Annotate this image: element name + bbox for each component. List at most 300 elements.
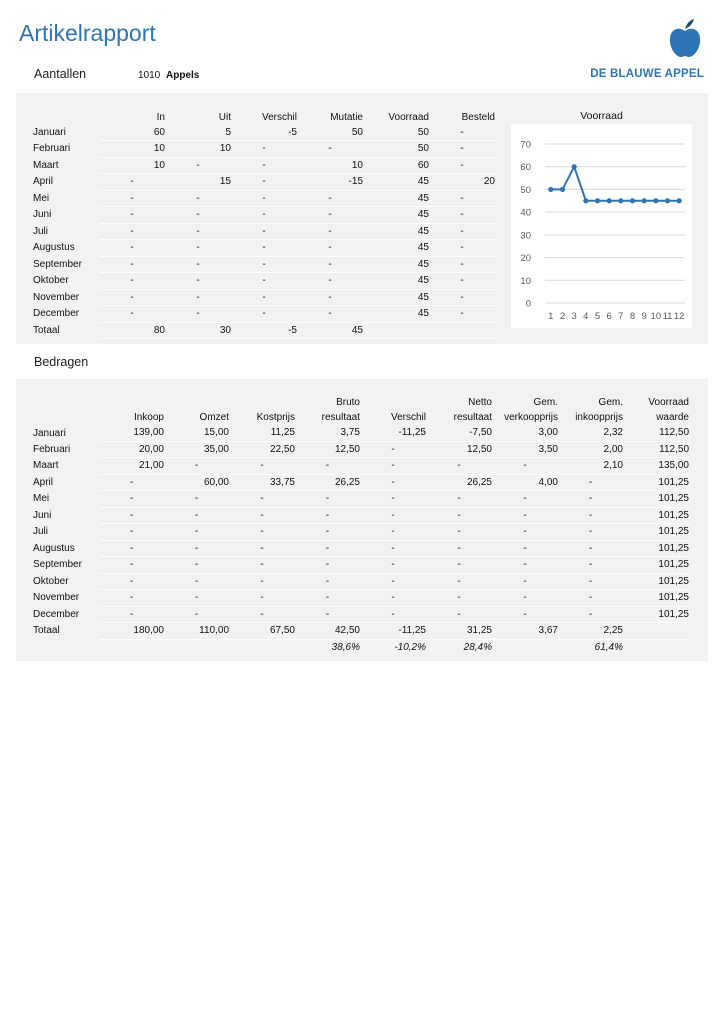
table-cell: -5 bbox=[231, 125, 297, 141]
table-row bbox=[33, 557, 689, 574]
column-header bbox=[229, 395, 295, 425]
table-cell: - bbox=[295, 524, 360, 541]
table-cell: 60 bbox=[363, 157, 429, 174]
table-cell: - bbox=[492, 540, 558, 557]
series-line bbox=[551, 167, 679, 201]
month-label: September bbox=[33, 258, 82, 270]
month-label: Juni bbox=[33, 509, 52, 521]
table-cell: - bbox=[231, 207, 297, 224]
table-cell: - bbox=[164, 491, 229, 508]
table-cell: 45 bbox=[363, 223, 429, 240]
article-code: 1010 bbox=[138, 70, 161, 81]
table-cell: 33,75 bbox=[229, 474, 295, 491]
table-cell: - bbox=[426, 573, 492, 590]
column-header-line2: Verschil bbox=[390, 412, 426, 423]
total-cell: -5 bbox=[231, 322, 297, 339]
table-cell: 12,50 bbox=[295, 441, 360, 458]
stock-chart bbox=[511, 124, 692, 328]
article-name: Appels bbox=[166, 70, 200, 81]
total-cell bbox=[363, 322, 429, 339]
percentage-cell bbox=[229, 639, 295, 655]
table-cell: - bbox=[164, 507, 229, 524]
table-row bbox=[33, 141, 495, 158]
table-row bbox=[33, 507, 689, 524]
table-cell: - bbox=[295, 606, 360, 623]
table-row bbox=[33, 540, 689, 557]
data-point bbox=[595, 198, 600, 203]
month-label: Februari bbox=[33, 143, 71, 155]
table-row bbox=[33, 256, 495, 273]
table-cell: - bbox=[558, 590, 623, 607]
table-cell: - bbox=[99, 190, 165, 207]
y-tick-label: 30 bbox=[520, 230, 531, 242]
column-header-line2: inkoopprijs bbox=[575, 412, 623, 423]
table-cell: 10 bbox=[297, 157, 363, 174]
column-header-line2: resultaat bbox=[453, 412, 492, 423]
table-cell: - bbox=[297, 240, 363, 257]
table-cell: - bbox=[165, 157, 231, 174]
column-header-line2: verkoopprijs bbox=[504, 412, 558, 423]
table-cell: - bbox=[426, 540, 492, 557]
table-cell: - bbox=[429, 223, 495, 240]
table-cell: - bbox=[360, 557, 426, 574]
data-point bbox=[677, 198, 682, 203]
table-cell: - bbox=[229, 524, 295, 541]
table-cell: 12,50 bbox=[426, 441, 492, 458]
month-label: November bbox=[33, 291, 80, 303]
table-cell: - bbox=[229, 590, 295, 607]
table-cell: - bbox=[297, 207, 363, 224]
table-row bbox=[33, 223, 495, 240]
table-row bbox=[33, 207, 495, 224]
table-cell: - bbox=[231, 190, 297, 207]
table-cell: - bbox=[426, 491, 492, 508]
table-cell: - bbox=[99, 240, 165, 257]
table-cell: 101,25 bbox=[623, 540, 689, 557]
month-label: Juni bbox=[33, 209, 52, 221]
column-header-line1: Bruto bbox=[336, 397, 360, 408]
percentage-cell: 38,6% bbox=[331, 641, 360, 653]
table-cell: - bbox=[99, 491, 164, 508]
table-cell: 45 bbox=[363, 190, 429, 207]
table-cell: - bbox=[426, 507, 492, 524]
month-label: Mei bbox=[33, 192, 50, 204]
month-label: December bbox=[33, 608, 80, 620]
table-cell: 45 bbox=[363, 174, 429, 191]
table-cell: - bbox=[229, 606, 295, 623]
column-header bbox=[623, 395, 689, 425]
table-cell: - bbox=[165, 223, 231, 240]
table-cell: 135,00 bbox=[623, 458, 689, 475]
total-cell: 67,50 bbox=[229, 623, 295, 640]
data-point bbox=[548, 187, 553, 192]
table-cell: - bbox=[558, 524, 623, 541]
table-cell: - bbox=[295, 557, 360, 574]
column-header-line1: Gem. bbox=[533, 397, 558, 408]
table-row bbox=[33, 157, 495, 174]
total-cell: 2,25 bbox=[558, 623, 623, 640]
table-cell: - bbox=[99, 524, 164, 541]
table-cell: 45 bbox=[363, 240, 429, 257]
quantities-table bbox=[33, 109, 495, 339]
x-tick-label: 5 bbox=[594, 311, 601, 322]
column-header-line1 bbox=[164, 395, 229, 410]
table-cell: - bbox=[231, 141, 297, 158]
column-header bbox=[426, 395, 492, 425]
table-cell: - bbox=[360, 474, 426, 491]
x-tick-label: 1 bbox=[548, 311, 554, 322]
column-header bbox=[99, 395, 164, 425]
table-cell: - bbox=[231, 240, 297, 257]
table-row bbox=[33, 573, 689, 590]
table-cell: - bbox=[492, 458, 558, 475]
y-tick-label: 70 bbox=[520, 139, 531, 151]
table-cell: 3,75 bbox=[295, 425, 360, 441]
table-cell: - bbox=[99, 557, 164, 574]
table-cell: - bbox=[360, 590, 426, 607]
table-cell: - bbox=[429, 256, 495, 273]
table-cell: - bbox=[231, 256, 297, 273]
table-cell: - bbox=[99, 540, 164, 557]
total-cell: 42,50 bbox=[295, 623, 360, 640]
table-cell: - bbox=[558, 540, 623, 557]
x-tick-label: 12 bbox=[673, 311, 685, 322]
total-cell bbox=[429, 322, 495, 339]
month-label: April bbox=[33, 176, 54, 188]
table-cell: - bbox=[229, 557, 295, 574]
table-cell: - bbox=[99, 474, 164, 491]
table-row bbox=[33, 125, 495, 141]
table-cell: - bbox=[165, 273, 231, 290]
apple-icon bbox=[668, 18, 702, 58]
table-cell: - bbox=[297, 141, 363, 158]
stock-chart-svg bbox=[511, 124, 692, 328]
table-cell: - bbox=[99, 273, 165, 290]
table-cell: - bbox=[429, 125, 495, 141]
table-cell: - bbox=[429, 207, 495, 224]
data-point bbox=[630, 198, 635, 203]
table-cell: 101,25 bbox=[623, 606, 689, 623]
total-label: Totaal bbox=[33, 324, 60, 336]
table-cell: - bbox=[429, 306, 495, 323]
table-cell: - bbox=[295, 590, 360, 607]
month-label: Augustus bbox=[33, 242, 75, 254]
table-row bbox=[33, 240, 495, 257]
table-cell: 101,25 bbox=[623, 491, 689, 508]
column-header: Mutatie bbox=[330, 111, 363, 123]
table-cell: 3,00 bbox=[492, 425, 558, 441]
table-cell: - bbox=[558, 573, 623, 590]
table-cell: - bbox=[295, 507, 360, 524]
percentage-cell: -10,2% bbox=[394, 641, 426, 653]
table-cell: - bbox=[231, 157, 297, 174]
column-header-line1 bbox=[360, 395, 426, 410]
total-cell bbox=[623, 623, 689, 640]
column-header: In bbox=[156, 111, 165, 123]
table-cell: - bbox=[426, 606, 492, 623]
table-cell: 10 bbox=[165, 141, 231, 158]
data-point bbox=[560, 187, 565, 192]
table-cell: - bbox=[229, 540, 295, 557]
table-cell: - bbox=[558, 474, 623, 491]
column-header: Voorraad bbox=[388, 111, 429, 123]
page-title: Artikelrapport bbox=[19, 20, 156, 46]
table-row bbox=[33, 590, 689, 607]
x-tick-label: 11 bbox=[662, 311, 673, 322]
table-cell: 10 bbox=[99, 141, 165, 158]
column-header-line2: waarde bbox=[656, 412, 689, 423]
table-cell: - bbox=[99, 306, 165, 323]
table-cell: 3,50 bbox=[492, 441, 558, 458]
amounts-table bbox=[33, 395, 689, 655]
month-label: Januari bbox=[33, 427, 66, 439]
table-cell: - bbox=[492, 491, 558, 508]
table-cell: - bbox=[429, 273, 495, 290]
total-cell: -11,25 bbox=[360, 623, 426, 640]
y-tick-label: 20 bbox=[520, 253, 531, 265]
column-header bbox=[295, 395, 360, 425]
table-cell: - bbox=[558, 557, 623, 574]
table-cell: - bbox=[558, 507, 623, 524]
table-cell: - bbox=[231, 306, 297, 323]
table-cell: - bbox=[99, 606, 164, 623]
table-row bbox=[33, 190, 495, 207]
table-cell: 112,50 bbox=[623, 441, 689, 458]
table-cell: - bbox=[360, 524, 426, 541]
month-label: Oktober bbox=[33, 575, 69, 587]
table-row bbox=[33, 441, 689, 458]
data-point bbox=[572, 164, 577, 169]
table-cell: - bbox=[165, 207, 231, 224]
y-tick-label: 0 bbox=[525, 298, 531, 310]
table-cell: - bbox=[360, 606, 426, 623]
month-label: Maart bbox=[33, 159, 59, 171]
table-cell: 5 bbox=[165, 125, 231, 141]
column-header-line1: Gem. bbox=[598, 397, 623, 408]
table-cell: 101,25 bbox=[623, 557, 689, 574]
table-cell: - bbox=[492, 557, 558, 574]
month-label: Maart bbox=[33, 460, 59, 472]
table-cell: - bbox=[99, 289, 165, 306]
table-cell: -11,25 bbox=[360, 425, 426, 441]
table-cell: 20,00 bbox=[99, 441, 164, 458]
table-cell: - bbox=[429, 157, 495, 174]
table-cell: - bbox=[429, 240, 495, 257]
article-identifier bbox=[138, 70, 199, 81]
table-cell: - bbox=[165, 240, 231, 257]
column-header-line1 bbox=[229, 395, 295, 410]
table-cell: - bbox=[231, 223, 297, 240]
table-row bbox=[33, 273, 495, 290]
table-cell: 45 bbox=[363, 256, 429, 273]
table-cell: - bbox=[360, 441, 426, 458]
percentage-cell: 28,4% bbox=[463, 641, 492, 653]
table-cell: - bbox=[297, 289, 363, 306]
table-row bbox=[33, 524, 689, 541]
data-point bbox=[607, 198, 612, 203]
percentage-cell bbox=[492, 639, 558, 655]
data-point bbox=[665, 198, 670, 203]
table-row bbox=[33, 474, 689, 491]
data-point bbox=[583, 198, 588, 203]
table-cell: - bbox=[99, 207, 165, 224]
column-header: Uit bbox=[218, 111, 231, 123]
section-label-bedragen: Bedragen bbox=[34, 355, 89, 369]
total-cell: 180,00 bbox=[99, 623, 164, 640]
table-cell: 22,50 bbox=[229, 441, 295, 458]
brand-name: DE BLAUWE APPEL bbox=[590, 68, 704, 80]
table-cell: - bbox=[360, 507, 426, 524]
x-tick-label: 9 bbox=[641, 311, 647, 322]
table-cell: - bbox=[164, 458, 229, 475]
table-cell: 2,32 bbox=[558, 425, 623, 441]
total-row bbox=[33, 322, 495, 339]
table-cell: - bbox=[231, 273, 297, 290]
table-cell: 10 bbox=[99, 157, 165, 174]
table-cell: - bbox=[297, 273, 363, 290]
table-cell: 2,10 bbox=[558, 458, 623, 475]
table-cell: 45 bbox=[363, 273, 429, 290]
month-label: September bbox=[33, 559, 82, 571]
table-cell: - bbox=[492, 507, 558, 524]
table-cell: - bbox=[295, 491, 360, 508]
table-row bbox=[33, 458, 689, 475]
x-tick-label: 6 bbox=[606, 311, 612, 322]
x-tick-label: 8 bbox=[629, 311, 636, 322]
table-cell: - bbox=[99, 256, 165, 273]
table-cell: - bbox=[429, 141, 495, 158]
table-cell: - bbox=[429, 190, 495, 207]
table-cell: - bbox=[229, 491, 295, 508]
column-header: Verschil bbox=[261, 111, 297, 123]
table-cell: - bbox=[165, 256, 231, 273]
table-cell: - bbox=[164, 540, 229, 557]
table-cell: - bbox=[99, 223, 165, 240]
table-row bbox=[33, 606, 689, 623]
column-header-line2: resultaat bbox=[321, 412, 360, 423]
table-cell: 45 bbox=[363, 306, 429, 323]
table-cell: - bbox=[229, 458, 295, 475]
table-cell: 112,50 bbox=[623, 425, 689, 441]
data-point bbox=[642, 198, 647, 203]
month-label: Januari bbox=[33, 127, 66, 138]
table-cell: - bbox=[426, 458, 492, 475]
chart-title: Voorraad bbox=[580, 110, 623, 122]
table-cell: 139,00 bbox=[99, 425, 164, 441]
total-row bbox=[33, 623, 689, 640]
table-cell: 50 bbox=[363, 125, 429, 141]
table-cell: 101,25 bbox=[623, 590, 689, 607]
table-cell: - bbox=[297, 306, 363, 323]
table-cell: 15 bbox=[165, 174, 231, 191]
table-cell: 45 bbox=[363, 289, 429, 306]
month-label: Augustus bbox=[33, 542, 75, 554]
table-cell: 60,00 bbox=[164, 474, 229, 491]
header-cell-empty bbox=[33, 109, 99, 125]
table-cell: - bbox=[229, 507, 295, 524]
table-cell: - bbox=[99, 573, 164, 590]
table-row bbox=[33, 306, 495, 323]
table-cell: - bbox=[165, 190, 231, 207]
table-cell: - bbox=[429, 289, 495, 306]
x-tick-label: 4 bbox=[583, 311, 589, 322]
table-cell: - bbox=[295, 540, 360, 557]
table-cell: - bbox=[297, 256, 363, 273]
month-label: April bbox=[33, 476, 54, 488]
month-label: December bbox=[33, 308, 80, 320]
table-cell: 2,00 bbox=[558, 441, 623, 458]
table-cell: -7,50 bbox=[426, 425, 492, 441]
percentage-cell bbox=[99, 639, 164, 655]
table-cell: 60 bbox=[99, 125, 165, 141]
data-point bbox=[653, 198, 658, 203]
table-cell: - bbox=[231, 289, 297, 306]
y-tick-label: 40 bbox=[520, 207, 531, 219]
table-cell: - bbox=[492, 524, 558, 541]
table-cell: - bbox=[295, 573, 360, 590]
column-header bbox=[164, 395, 229, 425]
column-header-line1: Voorraad bbox=[648, 397, 689, 408]
table-cell: 45 bbox=[363, 207, 429, 224]
table-cell: -15 bbox=[297, 174, 363, 191]
total-cell: 110,00 bbox=[164, 623, 229, 640]
x-tick-label: 7 bbox=[618, 311, 624, 322]
table-cell: - bbox=[164, 590, 229, 607]
total-cell: 45 bbox=[297, 322, 363, 339]
table-cell: 21,00 bbox=[99, 458, 164, 475]
column-header-line2: Kostprijs bbox=[256, 412, 295, 423]
table-cell: 4,00 bbox=[492, 474, 558, 491]
table-row bbox=[33, 289, 495, 306]
table-cell: - bbox=[297, 190, 363, 207]
column-header-line2: Omzet bbox=[199, 412, 229, 423]
table-cell: - bbox=[165, 306, 231, 323]
table-cell: - bbox=[360, 573, 426, 590]
table-row bbox=[33, 491, 689, 508]
table-cell: - bbox=[297, 223, 363, 240]
percentage-cell: 61,4% bbox=[594, 641, 623, 653]
table-cell: - bbox=[426, 590, 492, 607]
table-cell: - bbox=[426, 524, 492, 541]
table-cell: 50 bbox=[363, 141, 429, 158]
total-cell: 3,67 bbox=[492, 623, 558, 640]
table-cell: 101,25 bbox=[623, 474, 689, 491]
table-cell: - bbox=[492, 606, 558, 623]
table-cell: - bbox=[426, 557, 492, 574]
table-cell: 50 bbox=[297, 125, 363, 141]
percentage-cell bbox=[164, 639, 229, 655]
table-row bbox=[33, 425, 689, 441]
x-tick-label: 3 bbox=[571, 311, 577, 322]
month-label: Juli bbox=[33, 526, 49, 538]
table-cell: - bbox=[164, 557, 229, 574]
column-header bbox=[558, 395, 623, 425]
month-label: Juli bbox=[33, 225, 49, 237]
month-label: Mei bbox=[33, 493, 50, 505]
total-label: Totaal bbox=[33, 625, 60, 637]
table-cell: 35,00 bbox=[164, 441, 229, 458]
percentage-row bbox=[33, 639, 689, 655]
table-cell: - bbox=[99, 174, 165, 191]
column-header-line1 bbox=[99, 395, 164, 410]
table-cell: 20 bbox=[429, 174, 495, 191]
month-label: Februari bbox=[33, 443, 71, 455]
table-cell: - bbox=[295, 458, 360, 475]
table-cell: 101,25 bbox=[623, 524, 689, 541]
section-label-aantallen: Aantallen bbox=[34, 67, 87, 81]
table-cell: - bbox=[164, 573, 229, 590]
total-cell: 31,25 bbox=[426, 623, 492, 640]
